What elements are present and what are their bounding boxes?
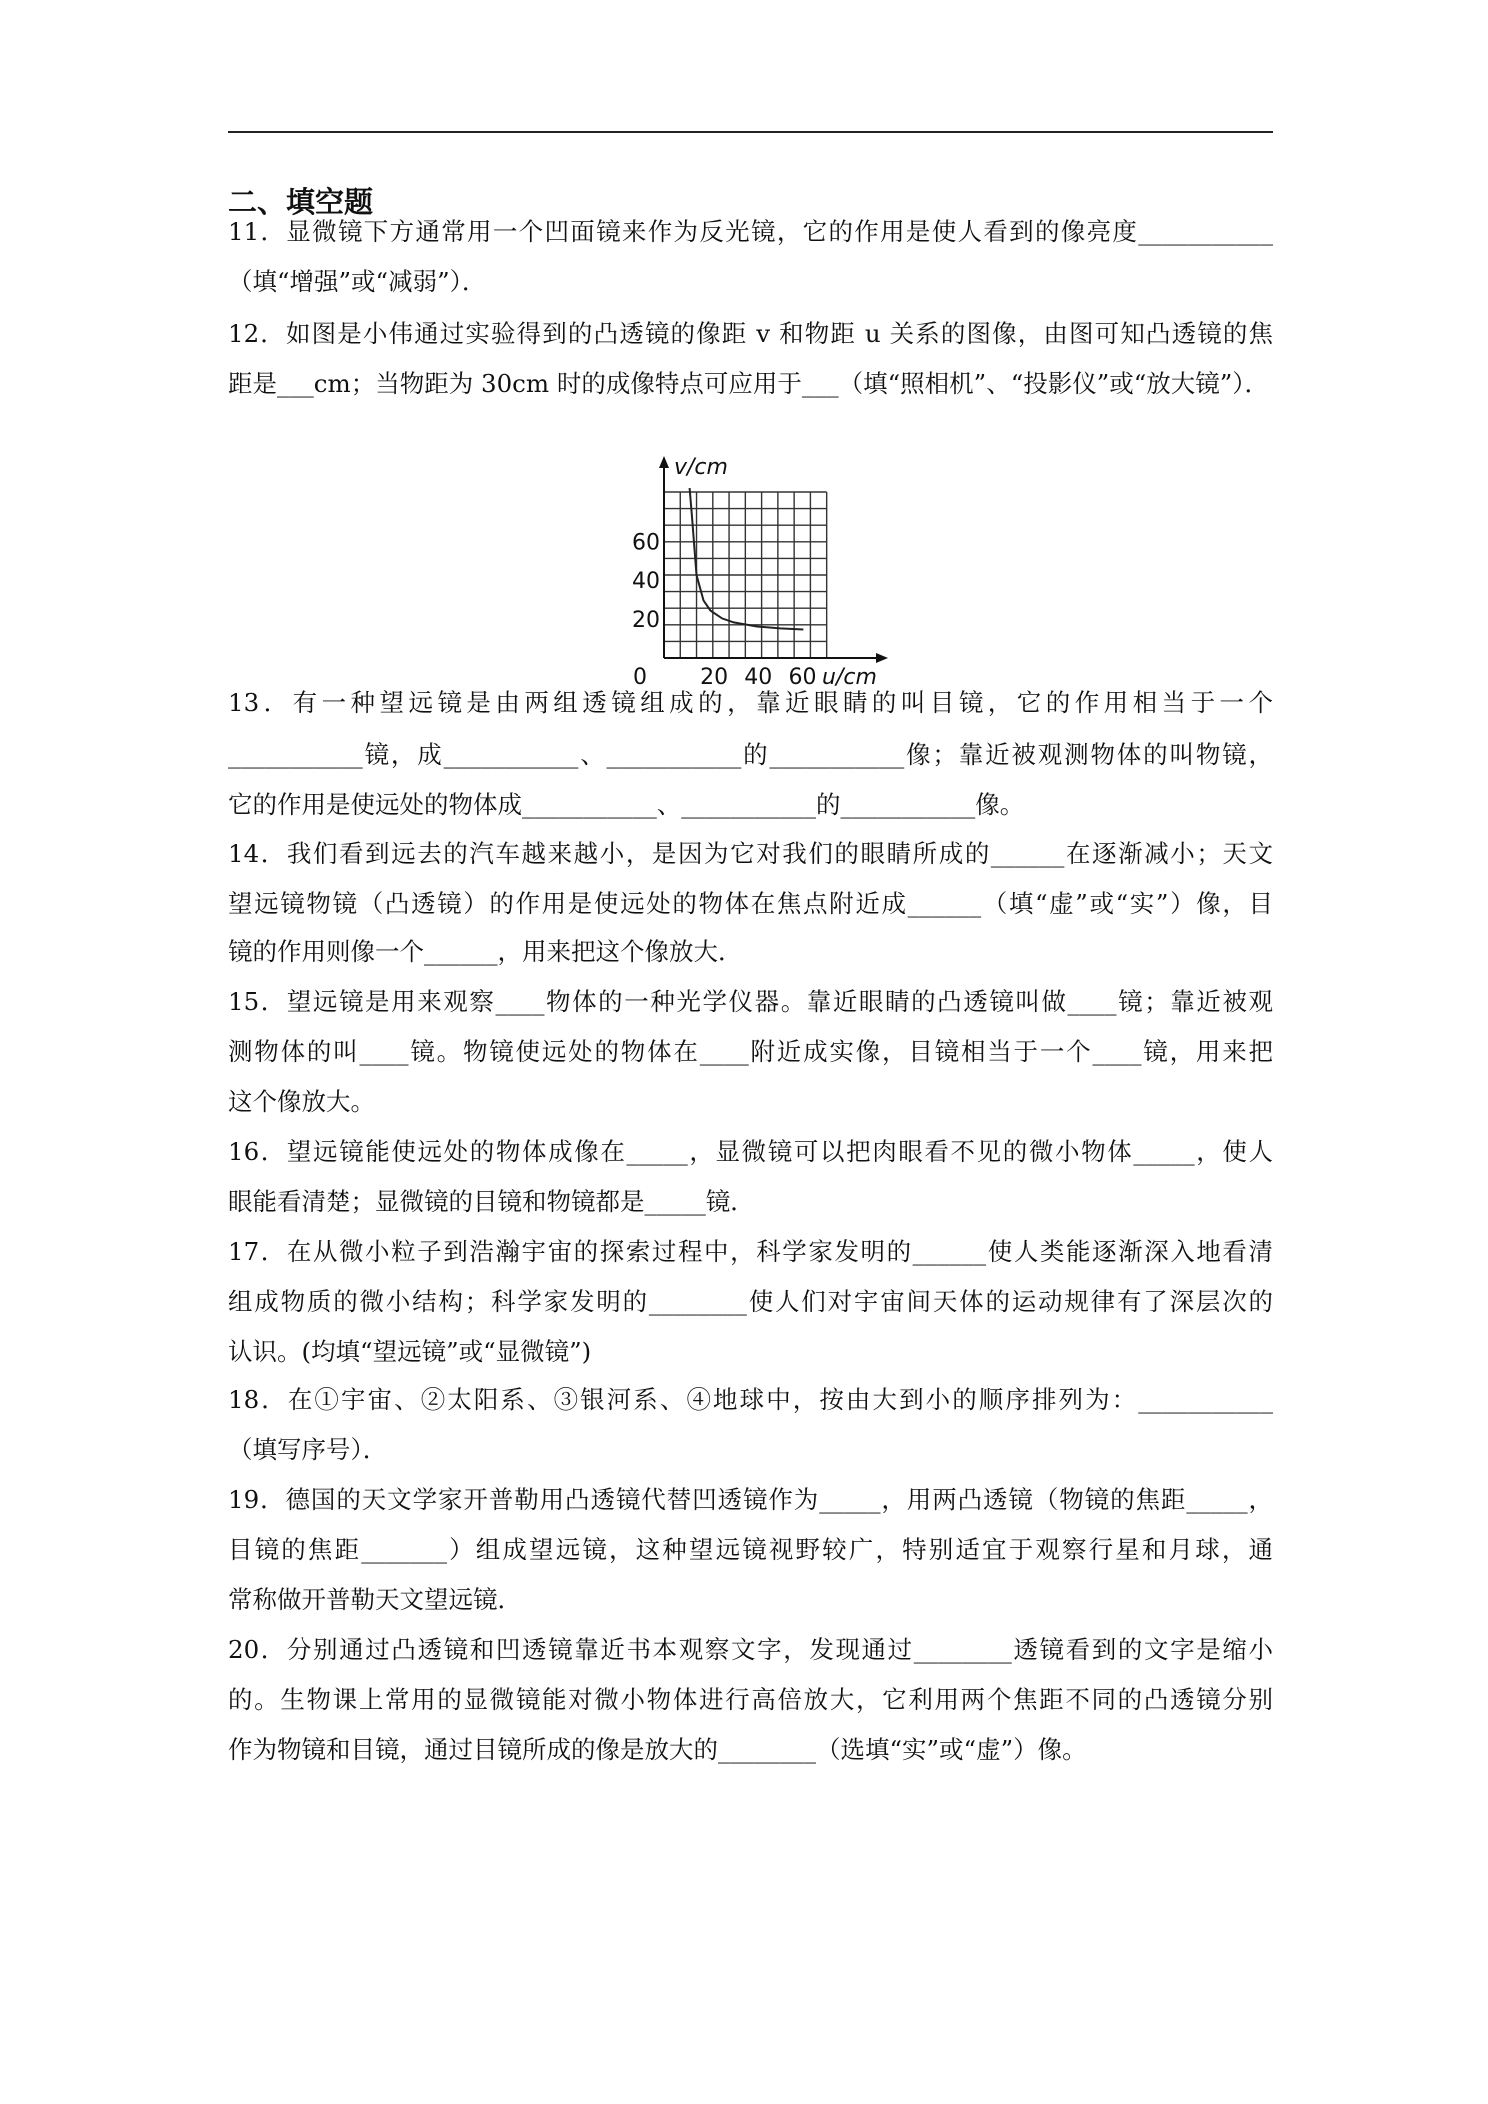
text-line: 的。生物课上常用的显微镜能对微小物体进行高倍放大，它利用两个焦距不同的凸透镜分别 [228,1685,1273,1714]
text-line: 测物体的叫____镜。物镜使远处的物体在____附近成实像，目镜相当于一个____镜，用来把 [228,1037,1273,1066]
x-axis-arrow-icon [876,653,888,663]
text-line: 15．望远镜是用来观察____物体的一种光学仪器。靠近眼睛的凸透镜叫做____镜；靠近被观 [228,987,1273,1016]
graph-tick-labels [632,530,816,690]
text-line: 14．我们看到远去的汽车越来越小，是因为它对我们的眼睛所成的______在逐渐减小；天文 [228,839,1273,868]
text-line: 作为物镜和目镜，通过目镜所成的像是放大的________（选填“实”或“虚”）像。 [228,1735,1087,1764]
lens-graph-svg [610,452,900,692]
text-line: 距是___cm；当物距为 30cm 时的成像特点可应用于___（填“照相机”、“投影仪”或“放大镜”）． [228,369,1270,398]
x-tick-label: 20 [700,665,729,690]
x-tick-label: 40 [744,665,773,690]
y-tick-label: 40 [632,569,660,595]
text-line: 望远镜物镜（凸透镜）的作用是使远处的物体在焦点附近成______（填“虚”或“实”）像，目 [228,889,1273,918]
y-tick-label: 20 [632,608,660,634]
top-rule [228,131,1273,133]
text-line: 组成物质的微小结构；科学家发明的________使人们对宇宙间天体的运动规律有了深层次的 [228,1287,1273,1316]
text-line: 13．有一种望远镜是由两组透镜组成的，靠近眼睛的叫目镜，它的作用相当于一个 [228,688,1273,717]
x-axis-label: u/cm [822,665,877,690]
text-line: 它的作用是使远处的物体成___________、___________的___________像。 [228,790,1025,819]
section-heading: 二、填空题 [228,185,374,219]
text-line: 17．在从微小粒子到浩瀚宇宙的探索过程中，科学家发明的______使人类能逐渐深入地看清 [228,1237,1273,1266]
text-line: 镜的作用则像一个______，用来把这个像放大． [228,937,743,966]
text-line: 这个像放大。 [228,1087,375,1116]
text-line: 眼能看清楚；显微镜的目镜和物镜都是_____镜． [228,1187,755,1216]
text-line: 12．如图是小伟通过实验得到的凸透镜的像距 v 和物距 u 关系的图像，由图可知凸透镜的焦 [228,319,1273,348]
text-line: 常称做开普勒天文望远镜． [228,1585,522,1614]
graph-axes [659,456,888,663]
text-line: 19．德国的天文学家开普勒用凸透镜代替凹透镜作为_____，用两凸透镜（物镜的焦距_____， [228,1485,1273,1514]
text-line: 18．在①宇宙、②太阳系、③银河系、④地球中，按由大到小的顺序排列为：___________ [228,1385,1273,1414]
x-tick-label: 0 [633,665,647,690]
graph-grid [664,492,827,658]
text-line: 11．显微镜下方通常用一个凹面镜来作为反光镜，它的作用是使人看到的像亮度___________ [228,217,1273,246]
y-axis-label: v/cm [674,455,728,480]
text-line: 目镜的焦距_______）组成望远镜，这种望远镜视野较广，特别适宜于观察行星和月球，通 [228,1535,1273,1564]
y-tick-label: 60 [632,530,660,556]
text-line: 16．望远镜能使远处的物体成像在_____，显微镜可以把肉眼看不见的微小物体_____，使人 [228,1137,1273,1166]
text-line: （填“增强”或“减弱”）． [228,267,487,296]
text-line: 20．分别通过凸透镜和凹透镜靠近书本观察文字，发现通过________透镜看到的文字是缩小 [228,1635,1273,1664]
x-tick-label: 60 [788,665,817,690]
lens-graph [610,452,900,692]
text-line: ___________镜，成___________、___________的___________像；靠近被观测物体的叫物镜， [228,740,1273,769]
text-line: 认识。(均填“望远镜”或“显微镜”) [228,1337,592,1366]
text-line: （填写序号）． [228,1435,388,1464]
y-axis-arrow-icon [659,456,669,468]
